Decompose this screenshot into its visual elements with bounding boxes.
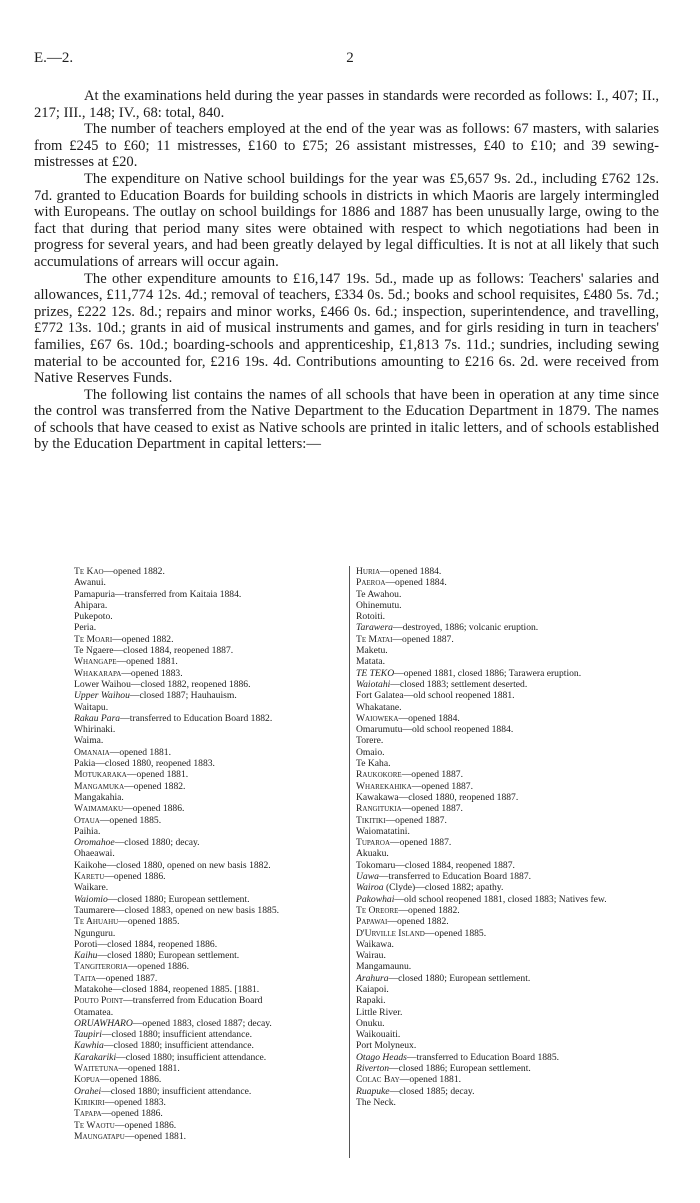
school-name: Wairoa — [356, 882, 384, 894]
school-entry — [74, 848, 340, 859]
school-entry — [356, 1018, 651, 1029]
school-note: —closed 1884, reopened 1885. [1881. — [112, 983, 260, 995]
school-name: Matakohe — [74, 983, 113, 995]
school-entry — [356, 589, 651, 600]
school-entry — [356, 803, 651, 814]
school-entry — [356, 1086, 651, 1097]
school-entry — [356, 928, 651, 939]
school-note: —opened 1882. — [103, 566, 165, 577]
school-note: —closed 1884, reopened 1886. — [97, 938, 218, 950]
school-name: Te Awahou. — [356, 588, 402, 600]
school-entry — [74, 1108, 340, 1119]
school-name: Tikitiki — [356, 814, 386, 826]
school-name: Taumarere — [74, 904, 115, 916]
school-note: —closed 1886; European settlement. — [389, 1063, 531, 1075]
school-entry — [356, 826, 651, 837]
school-entry — [356, 984, 651, 995]
school-entry — [74, 860, 340, 871]
school-entry — [74, 939, 340, 950]
school-name: Kaihu — [74, 950, 98, 962]
school-name: Ohaeawai. — [74, 848, 115, 860]
school-entry — [74, 781, 340, 792]
school-note: —opened 1886. — [127, 961, 189, 973]
school-name: Arahura — [356, 972, 389, 984]
school-entry — [74, 905, 340, 916]
school-entry — [74, 769, 340, 780]
school-name: Te Kaha. — [356, 758, 391, 770]
school-name: Paihia. — [74, 825, 101, 837]
school-note: —closed 1880; insufficient attendance. — [116, 1051, 267, 1063]
school-note: —opened 1881. — [126, 769, 189, 781]
school-entry — [356, 622, 651, 633]
school-note: —opened 1884. — [380, 566, 442, 577]
school-note: —opened 1886. — [123, 803, 185, 815]
school-note: —closed 1880, opened on new basis 1882. — [106, 859, 271, 871]
school-entry — [74, 622, 340, 633]
school-name: Ruapuke — [356, 1085, 390, 1097]
school-entry — [74, 916, 340, 927]
school-name: Omarumutu — [356, 724, 403, 736]
school-name: Riverton — [356, 1063, 390, 1075]
school-name: Pouto Point — [74, 995, 124, 1007]
school-entry — [356, 815, 651, 826]
school-entry — [356, 611, 651, 622]
school-name: Huria — [356, 566, 381, 577]
school-entry — [74, 577, 340, 588]
school-entry — [356, 1029, 651, 1040]
school-list-left-column — [74, 566, 340, 1142]
school-name: Poroti — [74, 938, 98, 950]
school-name: Rakau Para — [74, 712, 121, 724]
school-name: Maungatapu — [74, 1130, 125, 1142]
school-entry — [356, 905, 651, 916]
school-entry — [74, 815, 340, 826]
school-entry — [356, 634, 651, 645]
school-name: Whakatane. — [356, 701, 402, 713]
school-entry — [74, 702, 340, 713]
school-entry — [356, 758, 651, 769]
school-entry — [74, 1074, 340, 1085]
school-entry — [356, 1007, 651, 1018]
school-entry — [356, 781, 651, 792]
school-note: —closed 1880; European settlement. — [388, 972, 531, 984]
school-entry — [74, 1131, 340, 1142]
school-name: Omaio. — [356, 746, 385, 758]
school-name: Tuparoa — [356, 837, 391, 849]
school-name: Pakia — [74, 758, 96, 770]
school-entry — [74, 611, 340, 622]
school-entry — [74, 600, 340, 611]
school-note: —opened 1881, closed 1886; Tarawera eruption. — [394, 667, 582, 679]
school-name: Te Kao — [74, 566, 104, 577]
school-name: Mangakahia. — [74, 791, 124, 803]
school-note: —destroyed, 1886; volcanic eruption. — [392, 622, 539, 634]
school-name: Tokomaru — [356, 859, 396, 871]
school-entry — [356, 769, 651, 780]
school-name: ORUAWHARO — [74, 1017, 133, 1029]
school-note: —transferred from Education Board — [123, 995, 263, 1007]
school-name: Waima. — [74, 735, 104, 747]
school-entry — [356, 679, 651, 690]
school-name: Te Moari — [74, 633, 113, 645]
school-entry — [74, 679, 340, 690]
school-name: Te Oreore — [356, 904, 399, 916]
school-name: Karetu — [74, 871, 105, 883]
school-note: —closed 1880; European settlement. — [97, 950, 240, 962]
school-note: —opened 1887. — [401, 769, 463, 781]
school-entry — [356, 792, 651, 803]
school-note: —closed 1884, reopened 1887. — [113, 645, 234, 657]
school-note: —old school reopened 1881. — [403, 690, 515, 702]
page-number: 2 — [346, 50, 354, 66]
school-name: Waiotahi — [356, 678, 391, 690]
school-entry — [74, 645, 340, 656]
school-name: Tarawera — [356, 622, 393, 634]
school-name: Waikouaiti. — [356, 1029, 401, 1041]
school-entry — [74, 950, 340, 961]
school-name: Pamapuria — [74, 588, 116, 600]
school-entry — [74, 1120, 340, 1131]
school-note: —transferred from Kaitaia 1884. — [115, 588, 242, 600]
school-entry — [356, 735, 651, 746]
school-name: Little River. — [356, 1006, 403, 1018]
school-name: Oromahoe — [74, 837, 115, 849]
school-note: —opened 1887. — [411, 780, 474, 792]
school-entry — [74, 758, 340, 769]
school-entry — [74, 871, 340, 882]
school-name: Wharekahika — [356, 780, 412, 792]
school-entry — [356, 995, 651, 1006]
school-entry — [74, 1018, 340, 1029]
report-body — [34, 88, 659, 453]
school-note: —closed 1880; decay. — [114, 837, 200, 849]
school-name: Akuaku. — [356, 848, 389, 860]
school-entry — [74, 1007, 340, 1018]
school-note: —opened 1882. — [398, 904, 460, 916]
school-note: —opened 1881. — [124, 1130, 187, 1142]
school-name: Ahipara. — [74, 599, 108, 611]
school-name: Whangape — [74, 656, 117, 668]
paragraph-teachers: The number of teachers employed at the end of the year was as follows: 67 masters, with salaries from £245 to £60; 11 mistresses, £160 to £75; 26 assistant mistresses, £40 to £10; and 39 sewing-mistresses at £20. — [34, 121, 659, 171]
school-entry — [356, 860, 651, 871]
school-entry — [356, 577, 651, 588]
school-entry — [74, 668, 340, 679]
school-name: Te Waotu — [74, 1119, 115, 1131]
school-name: Wairau. — [356, 950, 386, 962]
paragraph-other-expenditure: The other expenditure amounts to £16,147 19s. 5d., made up as follows: Teachers' salaries and allowances, £11,774 12s. 4d.; removal of teachers, £334 0s. 5d.; books and school requisites, £480 5s. 7d.; prizes, £222 12s. 8d.; repairs and minor works, £466 0s. 6d.; inspection, superintendence, and travelling, £772 13s. 10d.; grants in aid of musical instruments and games, and for girls residing in turn in teachers' families, £67 6s. 10d.; boarding-schools and apprenticeship, £1,813 7s. 11d.; sundries, including sewing material to be accounted for, £216 19s. 4d. Contributions amounting to £216 6s. 2d. were received from Native Reserves Funds. — [34, 270, 659, 387]
school-note: —closed 1880; European settlement. — [107, 893, 250, 905]
school-name: Rotoiti. — [356, 611, 386, 623]
school-name: Karakariki — [74, 1051, 117, 1063]
school-entry — [356, 668, 651, 679]
school-note: —opened 1881. — [399, 1074, 462, 1086]
school-entry — [356, 747, 651, 758]
school-entry — [356, 724, 651, 735]
school-entry — [74, 1086, 340, 1097]
school-note: (Clyde)—closed 1882; apathy. — [383, 882, 504, 894]
school-name: Waikawa. — [356, 938, 394, 950]
school-name: Otaua — [74, 814, 100, 826]
school-name: Matata. — [356, 656, 386, 668]
school-name: Kawakawa — [356, 791, 399, 803]
school-note: —closed 1887; Hauhauism. — [129, 690, 237, 702]
school-name: Maketu. — [356, 645, 388, 657]
school-note: —transferred to Education Board 1887. — [378, 871, 532, 883]
school-name: Te Ahuahu — [74, 916, 119, 928]
school-name: Otago Heads — [356, 1051, 407, 1063]
school-entry — [74, 1029, 340, 1040]
school-entry — [356, 1040, 651, 1051]
school-entry — [74, 984, 340, 995]
school-entry — [74, 1052, 340, 1063]
school-entry — [356, 1063, 651, 1074]
school-name: Te Ngaere — [74, 645, 114, 657]
school-name: Fort Galatea — [356, 690, 404, 702]
school-entry — [356, 566, 651, 577]
school-note: —transferred to Education Board 1885. — [406, 1051, 560, 1063]
school-entry — [74, 894, 340, 905]
school-entry — [356, 939, 651, 950]
school-note: —old school reopened 1881, closed 1883; Natives few. — [394, 893, 607, 905]
school-note: —opened 1887. — [392, 633, 454, 645]
school-note: —opened 1887. — [96, 972, 158, 984]
school-entry — [74, 837, 340, 848]
school-entry — [356, 713, 651, 724]
school-name: Peria. — [74, 622, 97, 634]
school-note: —closed 1880; insufficient attendance. — [101, 1029, 253, 1041]
school-entry — [74, 1040, 340, 1051]
school-name: Motukaraka — [74, 769, 127, 781]
school-note: —opened 1881. — [118, 1063, 180, 1075]
school-entry — [356, 837, 651, 848]
school-name: Orahei — [74, 1085, 102, 1097]
school-entry — [74, 792, 340, 803]
school-entry — [74, 961, 340, 972]
school-list-right-column — [349, 566, 651, 1158]
school-note: —closed 1883; settlement deserted. — [390, 678, 528, 690]
paragraph-examinations: At the examinations held during the year passes in standards were recorded as follows: I., 407; II., 217; III., 148; IV., 68: total, 840. — [34, 88, 659, 121]
school-entry — [74, 589, 340, 600]
school-name: Onuku. — [356, 1017, 385, 1029]
school-name: Waimamaku — [74, 803, 124, 815]
school-entry — [74, 656, 340, 667]
school-name: Mangamuka — [74, 780, 125, 792]
school-name: Upper Waihou — [74, 690, 130, 702]
school-name: Ohinemutu. — [356, 599, 402, 611]
school-name: Otamatea. — [74, 1006, 114, 1018]
school-note: —opened 1883. — [121, 667, 183, 679]
paragraph-school-list-intro: The following list contains the names of all schools that have been in operation at any time since the control was transferred from the Native Department to the Education Department in 1879. The names of schools that have ceased to exist as Native schools are printed in italic letters, and of schools established by the Education Department in capital letters:— — [34, 386, 659, 453]
school-note: —opened 1882. — [124, 780, 186, 792]
school-name: Rapaki. — [356, 995, 386, 1007]
school-name: Kirikiri — [74, 1096, 105, 1108]
school-name: Whakarapa — [74, 667, 122, 679]
school-entry — [356, 894, 651, 905]
page-header — [34, 50, 666, 70]
school-name: Ngunguru. — [74, 927, 116, 939]
school-name: Waitetuna — [74, 1063, 119, 1075]
school-name: Whirinaki. — [74, 724, 116, 736]
school-entry — [74, 713, 340, 724]
school-name: Waiomio — [74, 893, 108, 905]
school-entry — [74, 690, 340, 701]
school-name: Omanaia — [74, 746, 110, 758]
school-entry — [356, 702, 651, 713]
school-note: —closed 1880; insufficient attendance. — [103, 1040, 254, 1052]
school-note: —opened 1883. — [104, 1096, 166, 1108]
school-entry — [74, 928, 340, 939]
school-entry — [74, 995, 340, 1006]
school-note: —opened 1887. — [390, 837, 452, 849]
school-name: Taupiri — [74, 1029, 102, 1041]
school-name: Kopua — [74, 1074, 100, 1086]
school-name: Te Matai — [356, 633, 393, 645]
school-entry — [356, 1052, 651, 1063]
school-name: Colac Bay — [356, 1074, 400, 1086]
school-name: Uawa — [356, 871, 379, 883]
school-entry — [74, 882, 340, 893]
school-entry — [74, 747, 340, 758]
school-note: —old school reopened 1884. — [402, 724, 514, 736]
school-note: —opened 1887. — [401, 803, 463, 815]
school-note: —opened 1886. — [104, 871, 166, 883]
school-note: —opened 1887. — [385, 814, 447, 826]
school-name: Rangitukia — [356, 803, 402, 815]
school-name: Port Molyneux. — [356, 1040, 417, 1052]
school-name: Pukepoto. — [74, 611, 113, 623]
school-name: Awanui. — [74, 577, 106, 589]
school-note: —opened 1885. — [99, 814, 162, 826]
school-entry — [74, 973, 340, 984]
school-entry — [74, 1097, 340, 1108]
school-note: —opened 1883, closed 1887; decay. — [132, 1017, 272, 1029]
school-name: Waikare. — [74, 882, 109, 894]
paragraph-buildings-expenditure: The expenditure on Native school buildings for the year was £5,657 9s. 2d., including £762 12s. 7d. granted to Education Boards for building schools in districts in which Maoris are largely intermingled with Europeans. The outlay on school buildings for 1886 and 1887 has been unusually large, owing to the fact that during that period many sites were obtained with respect to which negotiations had been in progress for several years, and had been greatly delayed by legal difficulties. It is not at all likely that such accumulations of arrears will occur again. — [34, 170, 659, 270]
school-name: Kaiapoi. — [356, 983, 389, 995]
school-name: Torere. — [356, 735, 384, 747]
school-name: TE TEKO — [356, 667, 395, 679]
school-entry — [356, 882, 651, 893]
school-entry — [356, 690, 651, 701]
school-entry — [74, 1063, 340, 1074]
school-note: —transferred to Education Board 1882. — [120, 712, 273, 724]
school-name: Kaikohe — [74, 859, 107, 871]
school-name: Tangiteroria — [74, 961, 128, 973]
school-note: —opened 1885. — [424, 927, 487, 939]
school-note: —opened 1884. — [385, 577, 447, 589]
school-entry — [74, 566, 340, 577]
school-entry — [356, 600, 651, 611]
school-name: The Neck. — [356, 1096, 396, 1108]
school-note: —opened 1882. — [387, 916, 449, 928]
school-name: Waitapu. — [74, 701, 109, 713]
school-entry — [356, 871, 651, 882]
school-name: Pakowhai — [356, 893, 395, 905]
school-name: Lower Waihou — [74, 678, 131, 690]
school-note: —closed 1882, reopened 1886. — [130, 678, 251, 690]
school-entry — [356, 645, 651, 656]
school-note: —closed 1885; decay. — [389, 1085, 475, 1097]
school-entry — [356, 656, 651, 667]
school-note: —opened 1882. — [112, 633, 174, 645]
school-name: Taita — [74, 972, 97, 984]
school-name: Kawhia — [74, 1040, 104, 1052]
school-entry — [356, 848, 651, 859]
school-note: —opened 1886. — [100, 1074, 162, 1086]
school-entry — [74, 803, 340, 814]
school-entry — [356, 950, 651, 961]
school-entry — [74, 634, 340, 645]
document-reference: E.—2. — [34, 50, 74, 66]
school-entry — [74, 735, 340, 746]
school-entry — [74, 724, 340, 735]
school-note: —opened 1881. — [109, 746, 172, 758]
school-note: —closed 1880; insufficient attendance. — [101, 1085, 252, 1097]
school-note: —opened 1886. — [101, 1108, 163, 1120]
school-note: —closed 1880, reopened 1883. — [95, 758, 215, 770]
school-name: D'Urville Island — [356, 927, 425, 939]
school-entry — [74, 826, 340, 837]
school-entry — [356, 1074, 651, 1085]
school-note: —closed 1883, opened on new basis 1885. — [114, 904, 280, 916]
school-name: Papawai — [356, 916, 388, 928]
school-name: Paeroa — [356, 577, 386, 589]
school-entry — [356, 1097, 651, 1108]
school-name: Waiomatatini. — [356, 825, 410, 837]
school-note: —closed 1884, reopened 1887. — [395, 859, 515, 871]
school-entry — [356, 961, 651, 972]
school-note: —opened 1885. — [118, 916, 180, 928]
school-name: Waioweka — [356, 712, 399, 724]
school-name: Tapapa — [74, 1108, 102, 1120]
school-entry — [356, 916, 651, 927]
school-note: —closed 1880, reopened 1887. — [398, 791, 519, 803]
school-name: Mangamaunu. — [356, 961, 412, 973]
school-note: —opened 1881. — [116, 656, 178, 668]
school-note: —opened 1886. — [114, 1119, 177, 1131]
school-entry — [356, 973, 651, 984]
school-note: —opened 1884. — [398, 712, 460, 724]
school-name: Raukokore — [356, 769, 402, 781]
